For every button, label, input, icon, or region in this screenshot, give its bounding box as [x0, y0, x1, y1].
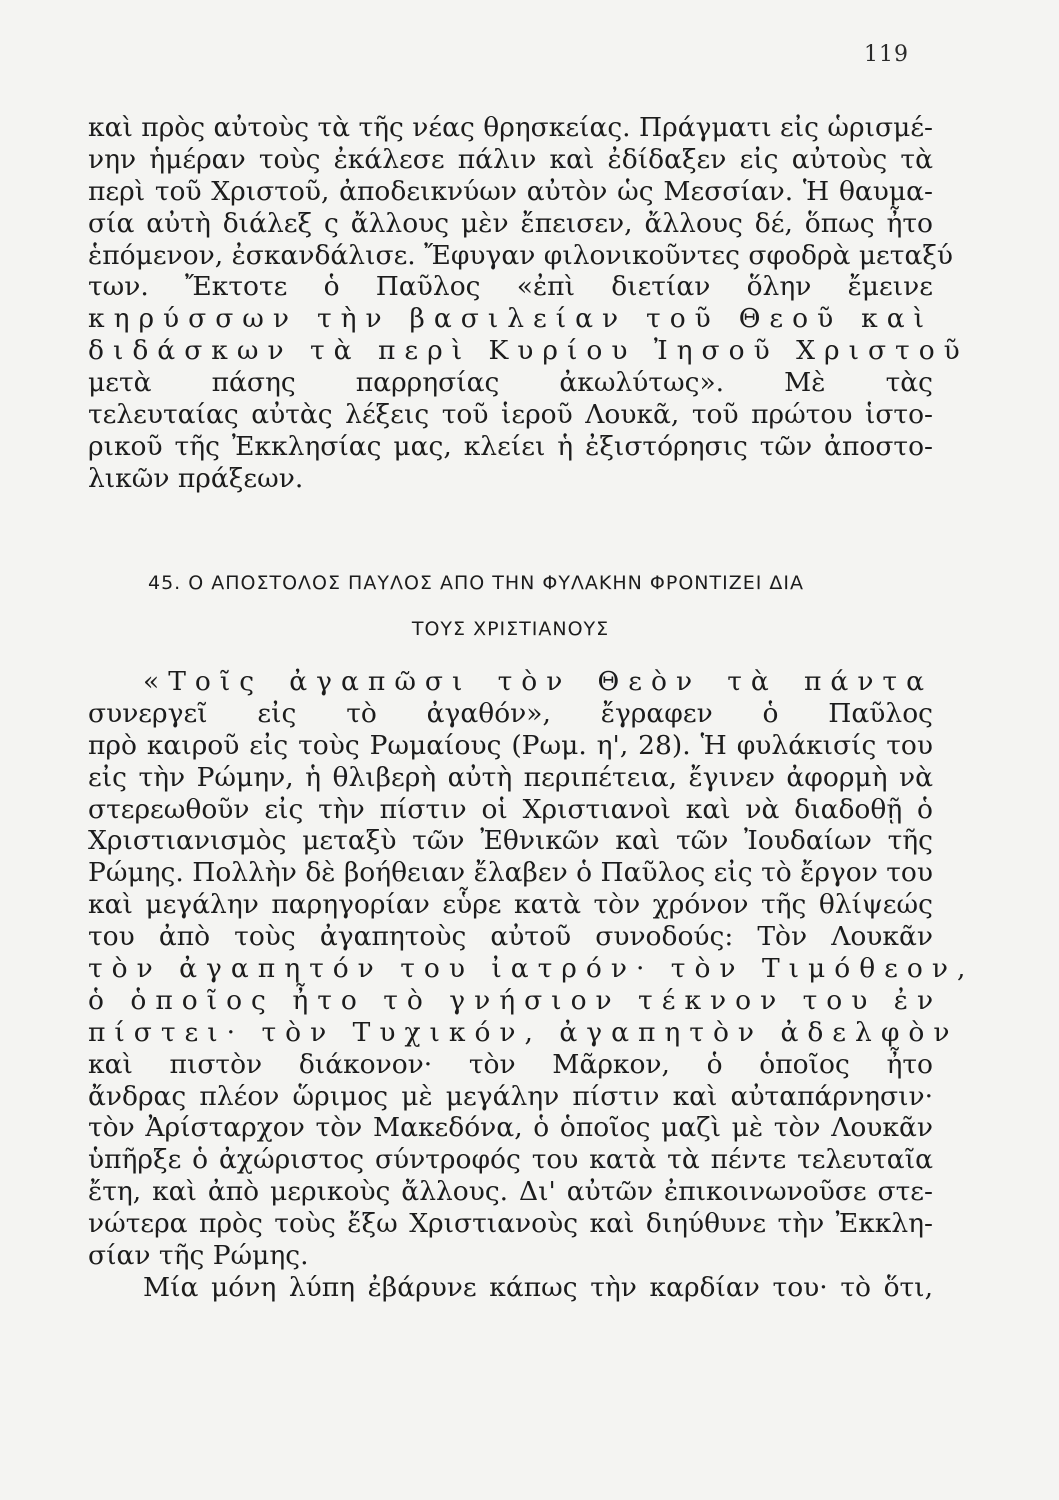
text-line: περὶ τοῦ Χριστοῦ, ἀποδεικνύων αὐτὸν ὡς Μεσσίαν. Ἡ θαυμα-	[88, 175, 933, 207]
text-line: εἰς τὴν Ρώμην, ἡ θλιβερὴ αὐτὴ περιπέτεια, ἔγινεν ἀφορμὴ νὰ	[88, 761, 933, 793]
text-line: καὶ πρὸς αὐτοὺς τὰ τῆς νέας θρησκείας. Πράγματι εἰς ὡρισμέ-	[88, 112, 933, 143]
text-line: σία αὐτὴ διάλεξ ς ἄλλους μὲν ἔπεισεν, ἄλλους δέ, ὅπως ἦτο	[88, 207, 933, 239]
text-line: Ρώμης. Πολλὴν δὲ βοήθειαν ἔλαβεν ὁ Παῦλος εἰς τὸ ἔργον του	[88, 857, 933, 889]
text-line: Μία μόνη λύπη ἐβάρυνε κάπως τὴν καρδίαν του· τὸ ὅτι,	[143, 1271, 933, 1303]
text-line: λικῶν πράξεων.	[88, 462, 304, 494]
text-line-spaced-quote: διδάσκων τὰ περὶ Κυρίου Ἰησοῦ Χριστοῦ	[88, 335, 969, 367]
text-line: τὸν Ἀρίσταρχον τὸν Μακεδόνα, ὁ ὁποῖος μαζὶ μὲ τὸν Λουκᾶν	[88, 1112, 933, 1144]
text-line: τελευταίας αὐτὰς λέξεις τοῦ ἱεροῦ Λουκᾶ, τοῦ πρώτου ἱστο-	[88, 399, 933, 431]
text-line: ἄνδρας πλέον ὥριμος μὲ μεγάλην πίστιν καὶ αὐταπάρνησιν·	[88, 1080, 933, 1112]
text-line: ὑπῆρξε ὁ ἀχώριστος σύντροφός του κατὰ τὰ πέντε τελευταῖα	[88, 1144, 933, 1176]
text-line: Χριστιανισμὸς μεταξὺ τῶν Ἐθνικῶν καὶ τῶν Ἰουδαίων τῆς	[88, 825, 933, 857]
text-line: ἔτη, καὶ ἀπὸ μερικοὺς ἄλλους. Δι' αὐτῶν ἐπικοινωνοῦσε στε-	[88, 1176, 933, 1208]
text-line: του ἀπὸ τοὺς ἀγαπητοὺς αὐτοῦ συνοδούς: Τὸν Λουκᾶν	[88, 921, 933, 953]
text-line: καὶ μεγάλην παρηγορίαν εὗρε κατὰ τὸν χρόνον τῆς θλίψεώς	[88, 889, 933, 921]
text-line-spaced-quote: κηρύσσων τὴν βασιλείαν τοῦ Θεοῦ καὶ	[88, 303, 933, 335]
text-line-spaced: τὸν ἀγαπητόν του ἰατρόν· τὸν Τιμόθεον,	[88, 953, 975, 985]
text-line-spaced-quote: «Τοῖς ἀγαπῶσι τὸν Θεὸν τὰ πάντα	[143, 666, 933, 697]
section-heading-line1: 45. Ο ΑΠΟΣΤΟΛΟΣ ΠΑΥΛΟΣ ΑΠΟ ΤΗΝ ΦΥΛΑΚΗΝ ΦΡΟΝΤΙΖΕΙ ΔΙΑ	[148, 572, 804, 594]
text-line-spaced: πίστει· τὸν Τυχικόν, ἀγαπητὸν ἀδελφὸν	[88, 1016, 959, 1048]
text-line-spaced-quote: συνεργεῖ εἰς τὸ ἀγαθόν», ἔγραφεν ὁ Παῦλος	[88, 697, 933, 729]
text-line-spaced: ὁ ὁποῖος ἦτο τὸ γνήσιον τέκνον του ἐν	[88, 984, 943, 1016]
text-line-spaced-quote: μετὰ πάσης παρρησίας ἀκωλύτως». Μὲ τὰς	[88, 367, 933, 399]
section-heading-line2: ΤΟΥΣ ΧΡΙΣΤΙΑΝΟΥΣ	[411, 618, 610, 640]
page-number: 119	[864, 42, 909, 67]
text-line: των. Ἔκτοτε ὁ Παῦλος «ἐπὶ διετίαν ὅλην ἔμεινε	[88, 271, 933, 303]
text-line: πρὸ καιροῦ εἰς τοὺς Ρωμαίους (Ρωμ. η', 28). Ἡ φυλάκισίς του	[88, 729, 933, 761]
text-line: στερεωθοῦν εἰς τὴν πίστιν οἱ Χριστιανοὶ καὶ νὰ διαδοθῇ ὁ	[88, 793, 933, 825]
text-line: σίαν τῆς Ρώμης.	[88, 1240, 309, 1272]
section-heading	[88, 560, 933, 652]
text-line: νην ἡμέραν τοὺς ἐκάλεσε πάλιν καὶ ἐδίδαξεν εἰς αὐτοὺς τὰ	[88, 143, 933, 175]
text-line: ἑπόμενον, ἐσκανδάλισε. Ἔφυγαν φιλονικοῦντες σφοδρὰ μεταξύ	[88, 239, 954, 271]
paragraph-acts-ending	[88, 112, 969, 495]
paragraph-paul-prison	[88, 666, 975, 1304]
text-line-spaced: καὶ πιστὸν διάκονον· τὸν Μᾶρκον, ὁ ὁποῖος ἦτο	[88, 1048, 933, 1080]
text-line: ρικοῦ τῆς Ἐκκλησίας μας, κλείει ἡ ἐξιστόρησις τῶν ἀποστο-	[88, 430, 933, 462]
text-line: νώτερα πρὸς τοὺς ἔξω Χριστιανοὺς καὶ διηύθυνε τὴν Ἐκκλη-	[88, 1208, 933, 1240]
